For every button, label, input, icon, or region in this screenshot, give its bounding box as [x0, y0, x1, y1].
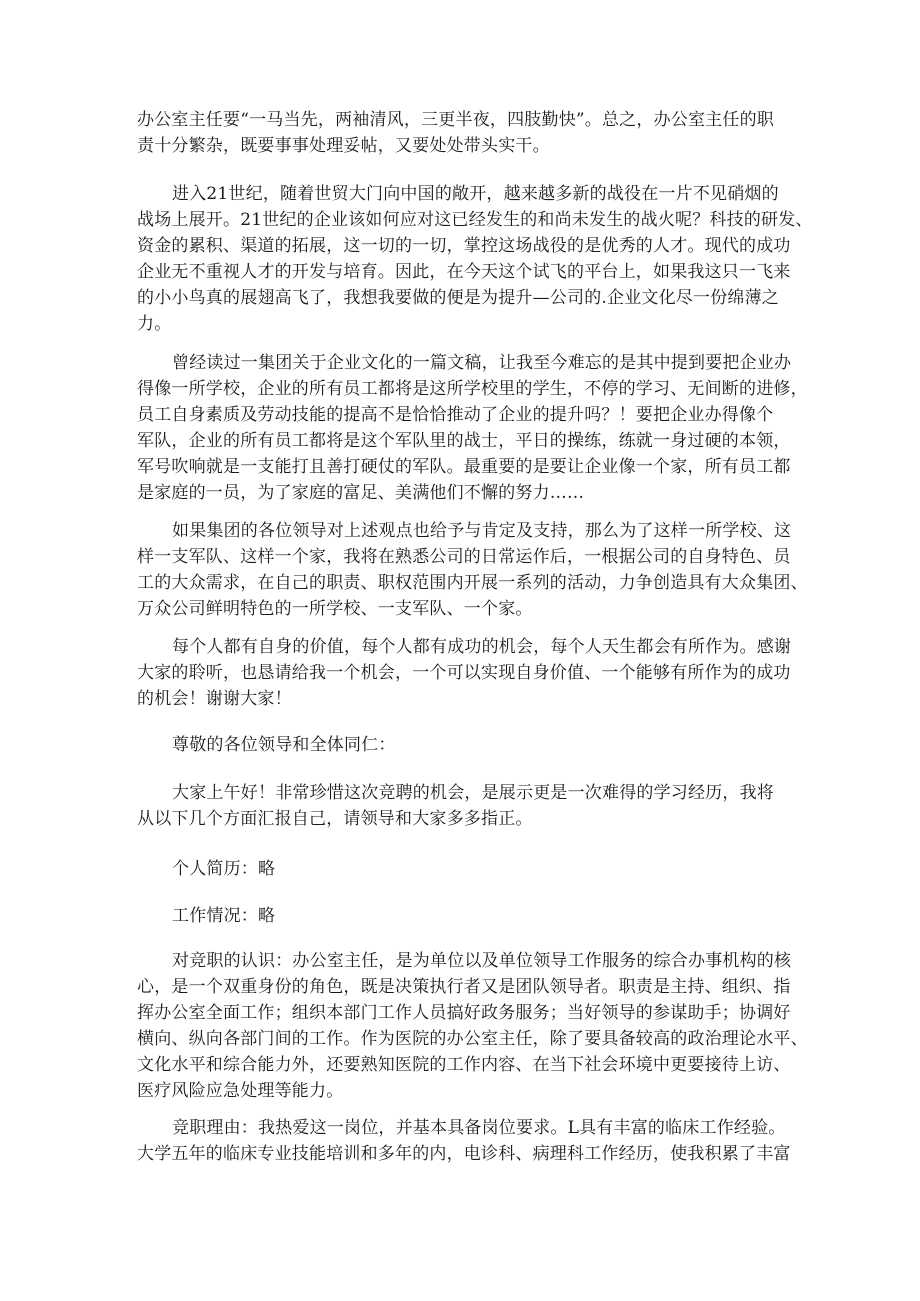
text-line: 万众公司鲜明特色的一所学校、一支军队、一个家。: [137, 599, 533, 619]
text-line: 责十分繁杂，既要事事处理妥帖，又要处处带头实干。: [137, 136, 550, 156]
paragraph: [137, 903, 797, 929]
text-line: 力。: [137, 314, 172, 334]
text-line: 如果集团的各位领导对上述观点也给予与肯定及支持，那么为了这样一所学校、这: [172, 521, 792, 541]
text-line: 竞职理由：我热爱这一岗位，并基本具备岗位要求。L具有丰富的临床工作经验。: [172, 1118, 786, 1138]
paragraph: [137, 948, 808, 1104]
text-line: 文化水平和综合能力外，还要熟知医院的工作内容、在当下社会环境中更要接待上访、: [137, 1055, 791, 1075]
paragraph: [137, 856, 797, 882]
text-line: 每个人都有自身的价值，每个人都有成功的机会，每个人天生都会有所作为。感谢: [172, 637, 792, 657]
text-line: 战场上展开。21世纪的企业该如何应对这已经发生的和尚未发生的战火呢？科技的研发、: [137, 210, 813, 230]
text-line: 医疗风险应急处理等能力。: [137, 1081, 344, 1101]
text-line: 从以下几个方面汇报自己，请领导和大家多多指正。: [137, 809, 533, 829]
text-line: 得像一所学校，企业的所有员工都将是这所学校里的学生，不停的学习、无间断的进修，: [137, 379, 808, 399]
paragraph: [137, 107, 797, 159]
text-line: 是家庭的一员，为了家庭的富足、美满他们不懈的努力……: [137, 483, 585, 503]
text-line: 个人简历：略: [172, 859, 276, 879]
text-line: 企业无不重视人才的开发与培育。因此，在今天这个试飞的平台上，如果我这只一飞来: [137, 262, 791, 282]
text-line: 样一支军队、这样一个家，我将在熟悉公司的日常运作后，一根据公司的自身特色、员: [137, 547, 791, 567]
text-line: 工的大众需求，在自己的职责、职权范围内开展一系列的活动，力争创造具有大众集团、: [137, 573, 808, 593]
text-line: 尊敬的各位领导和全体同仁：: [172, 735, 396, 755]
text-line: 的小小鸟真的展翅高飞了，我想我要做的便是为提升—公司的.企业文化尽一份绵薄之: [137, 288, 780, 308]
text-line: 办公室主任要“一马当先，两袖清风，三更半夜，四肢勤快”。总之，办公室主任的职: [137, 110, 774, 130]
paragraph: [137, 518, 808, 622]
text-line: 军号吹响就是一支能打且善打硬仗的军队。最重要的是要让企业像一个家，所有员工都: [137, 457, 791, 477]
text-line: 资金的累积、渠道的拓展，这一切的一切，掌控这场战役的是优秀的人才。现代的成功: [137, 236, 791, 256]
paragraph: [137, 350, 808, 506]
text-line: 大学五年的临床专业技能培训和多年的内，电诊科、病理科工作经历，使我积累了丰富: [137, 1144, 791, 1164]
text-line: 工作情况：略: [172, 906, 276, 926]
paragraph: [137, 780, 797, 832]
paragraph: [137, 1115, 809, 1167]
text-line: 进入21世纪，随着世贸大门向中国的敞开，越来越多新的战役在一片不见硝烟的: [172, 184, 779, 204]
text-line: 对竞职的认识：办公室主任，是为单位以及单位领导工作服务的综合办事机构的核: [172, 951, 792, 971]
text-line: 大家的聆听，也恳请给我一个机会，一个可以实现自身价值、一个能够有所作为的成功: [137, 663, 791, 683]
text-line: 大家上午好！非常珍惜这次竞聘的机会，是展示更是一次难得的学习经历，我将: [172, 783, 774, 803]
text-line: 员工自身素质及劳动技能的提高不是恰恰推动了企业的提升吗？！要把企业办得像个: [137, 405, 774, 425]
text-line: 的机会！谢谢大家！: [137, 689, 292, 709]
text-line: 心，是一个双重身份的角色，既是决策执行者又是团队领导者。职责是主持、组织、指: [137, 977, 791, 997]
text-line: 横向、纵向各部门间的工作。作为医院的办公室主任，除了要具备较高的政治理论水平、: [137, 1029, 808, 1049]
salutation: [137, 732, 797, 758]
paragraph: [137, 634, 797, 712]
text-line: 曾经读过一集团关于企业文化的一篇文稿，让我至今难忘的是其中提到要把企业办: [172, 353, 792, 373]
text-line: 军队，企业的所有员工都将是这个军队里的战士，平日的操练，练就一身过硬的本领，: [137, 431, 791, 451]
paragraph: [137, 181, 813, 337]
text-line: 挥办公室全面工作；组织本部门工作人员搞好政务服务；当好领导的参谋助手；协调好: [137, 1003, 791, 1023]
